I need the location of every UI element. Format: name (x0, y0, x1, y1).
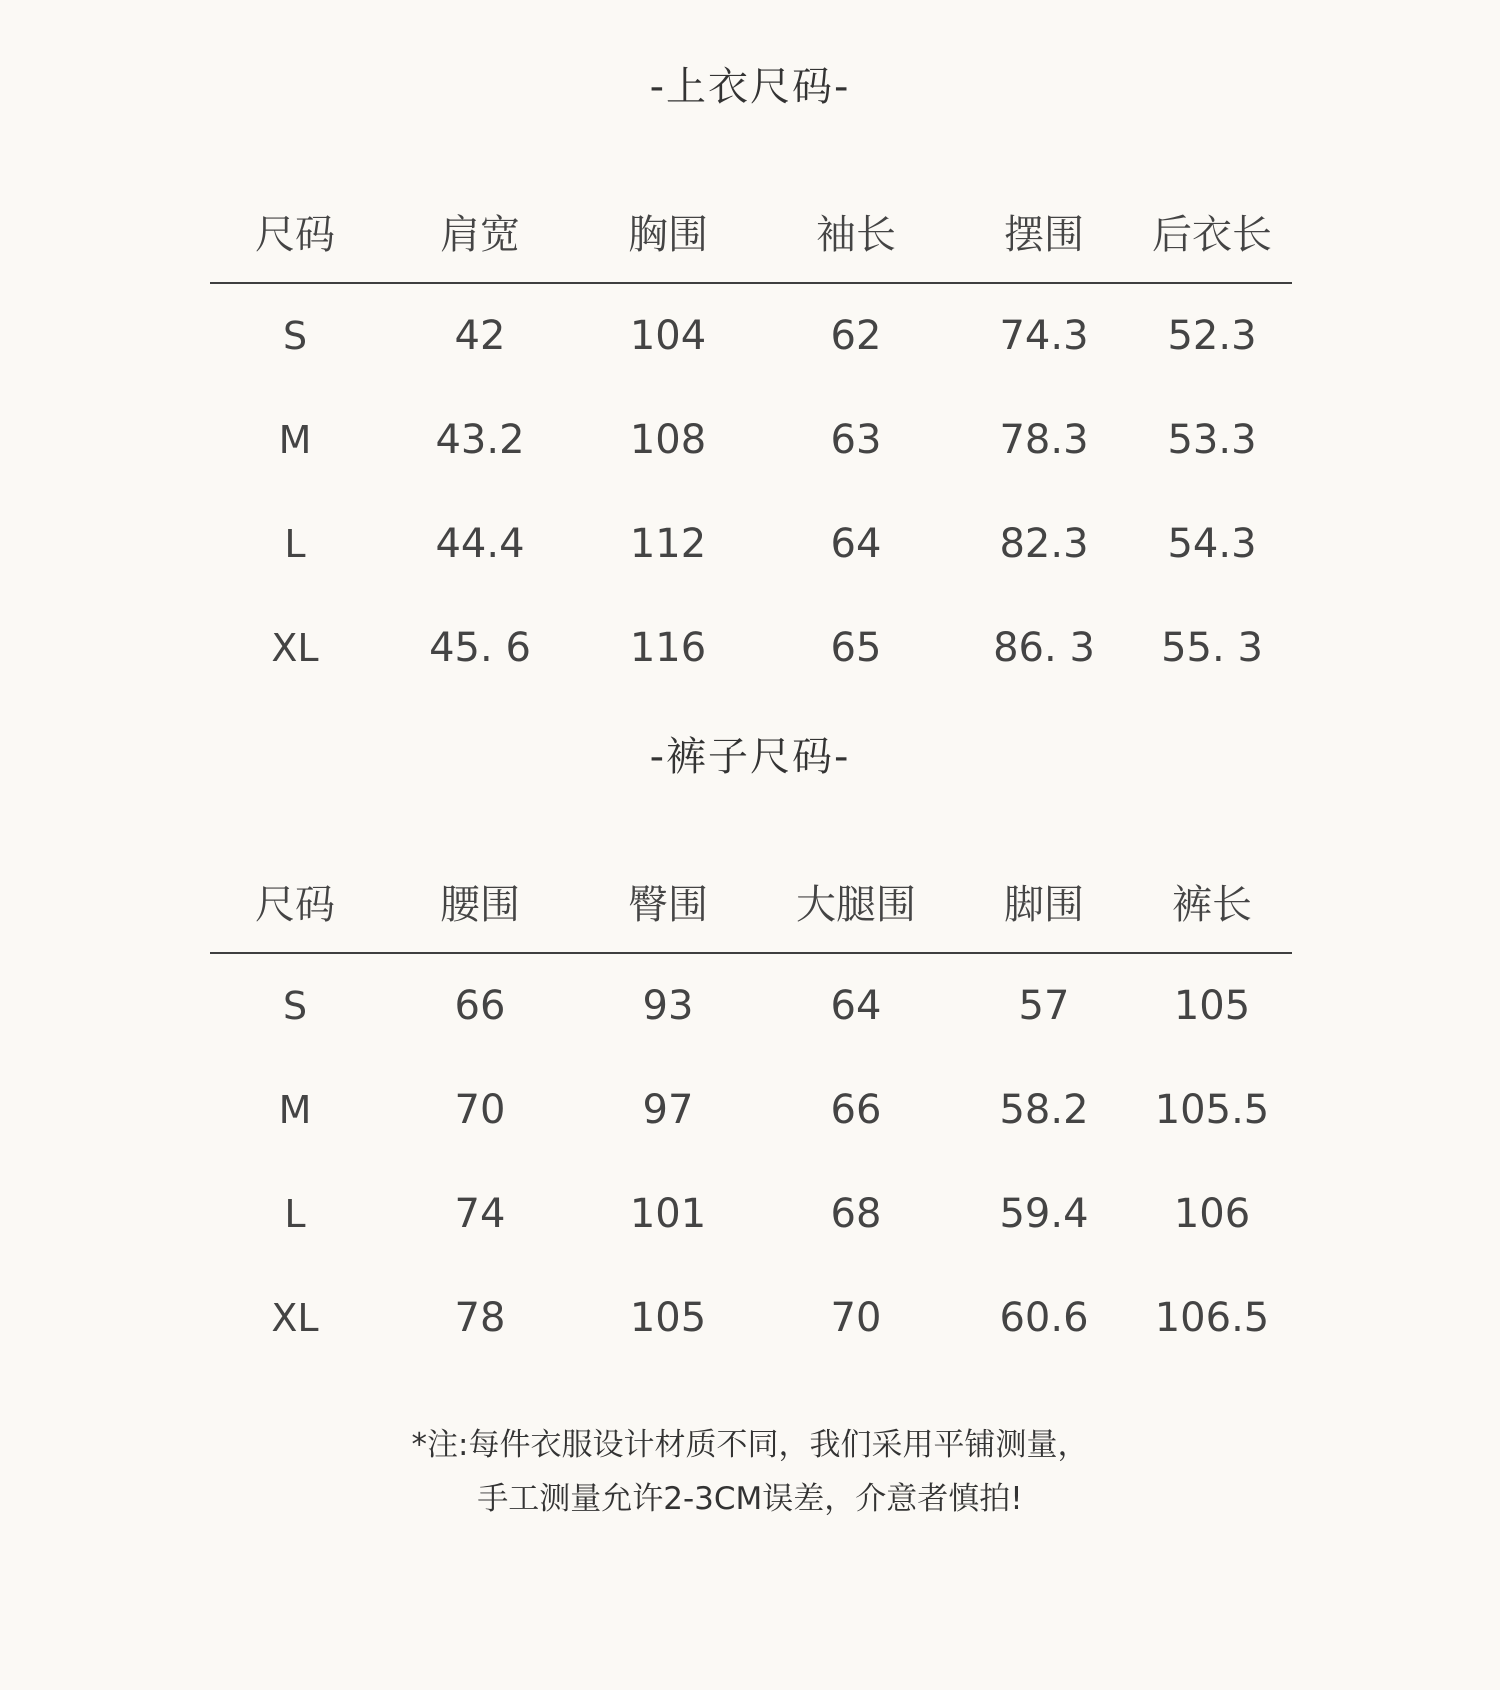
measurement-note (0, 1418, 1500, 1526)
table-row (210, 1162, 1292, 1266)
value-cell: 116 (629, 625, 707, 671)
value-cell: 45. 6 (429, 625, 531, 671)
value-cell: 43.2 (435, 417, 525, 463)
note-line-1: *注:每件衣服设计材质不同，我们采用平铺测量， (411, 1427, 1089, 1463)
table-header-row (210, 180, 1292, 284)
value-cell: 101 (629, 1191, 707, 1237)
value-cell: 68 (830, 1191, 882, 1237)
size-cell: S (282, 984, 308, 1028)
header-shoulder-width: 肩宽 (440, 211, 520, 258)
value-cell: 63 (830, 417, 882, 463)
header-pants-length: 裤长 (1172, 881, 1252, 928)
value-cell: 57 (1018, 983, 1070, 1029)
value-cell: 58.2 (999, 1087, 1089, 1133)
value-cell: 97 (642, 1087, 694, 1133)
header-size: 尺码 (255, 211, 335, 258)
size-cell: XL (271, 1296, 319, 1340)
table-row (210, 388, 1292, 492)
value-cell: 106.5 (1154, 1295, 1270, 1341)
value-cell: 86. 3 (993, 625, 1095, 671)
value-cell: 105.5 (1154, 1087, 1270, 1133)
table-row (210, 284, 1292, 388)
value-cell: 66 (830, 1087, 882, 1133)
value-cell: 59.4 (999, 1191, 1089, 1237)
header-thigh: 大腿围 (796, 881, 916, 928)
table-header-row (210, 850, 1292, 954)
pants-size-title: -裤子尺码- (649, 734, 851, 780)
value-cell: 106 (1173, 1191, 1251, 1237)
header-waist: 腰围 (440, 881, 520, 928)
table-row (210, 596, 1292, 700)
note-line-2: 手工测量允许2-3CM误差，介意者慎拍! (477, 1481, 1023, 1517)
value-cell: 74 (454, 1191, 506, 1237)
value-cell: 64 (830, 983, 882, 1029)
value-cell: 108 (629, 417, 707, 463)
size-cell: L (284, 522, 306, 566)
value-cell: 78.3 (999, 417, 1089, 463)
size-cell: S (282, 314, 308, 358)
value-cell: 44.4 (435, 521, 525, 567)
top-size-table (210, 180, 1292, 700)
value-cell: 62 (830, 313, 882, 359)
size-cell: XL (271, 626, 319, 670)
value-cell: 60.6 (999, 1295, 1089, 1341)
value-cell: 82.3 (999, 521, 1089, 567)
value-cell: 54.3 (1167, 521, 1257, 567)
value-cell: 74.3 (999, 313, 1089, 359)
header-size: 尺码 (255, 881, 335, 928)
pants-size-table (210, 850, 1292, 1370)
value-cell: 55. 3 (1161, 625, 1263, 671)
value-cell: 70 (830, 1295, 882, 1341)
value-cell: 112 (629, 521, 707, 567)
value-cell: 53.3 (1167, 417, 1257, 463)
table-row (210, 1058, 1292, 1162)
header-leg-opening: 脚围 (1004, 881, 1084, 928)
header-hip: 臀围 (628, 881, 708, 928)
value-cell: 70 (454, 1087, 506, 1133)
size-cell: L (284, 1192, 306, 1236)
header-sleeve-length: 袖长 (816, 211, 896, 258)
header-hem: 摆围 (1004, 211, 1084, 258)
table-row (210, 492, 1292, 596)
header-chest: 胸围 (628, 211, 708, 258)
table-row (210, 1266, 1292, 1370)
size-cell: M (278, 1088, 312, 1132)
value-cell: 64 (830, 521, 882, 567)
value-cell: 105 (629, 1295, 707, 1341)
value-cell: 93 (642, 983, 694, 1029)
value-cell: 78 (454, 1295, 506, 1341)
value-cell: 66 (454, 983, 506, 1029)
value-cell: 65 (830, 625, 882, 671)
size-cell: M (278, 418, 312, 462)
value-cell: 105 (1173, 983, 1251, 1029)
value-cell: 42 (454, 313, 506, 359)
header-back-length: 后衣长 (1152, 211, 1272, 258)
value-cell: 52.3 (1167, 313, 1257, 359)
table-row (210, 954, 1292, 1058)
value-cell: 104 (629, 313, 707, 359)
top-size-title: -上衣尺码- (649, 64, 851, 110)
